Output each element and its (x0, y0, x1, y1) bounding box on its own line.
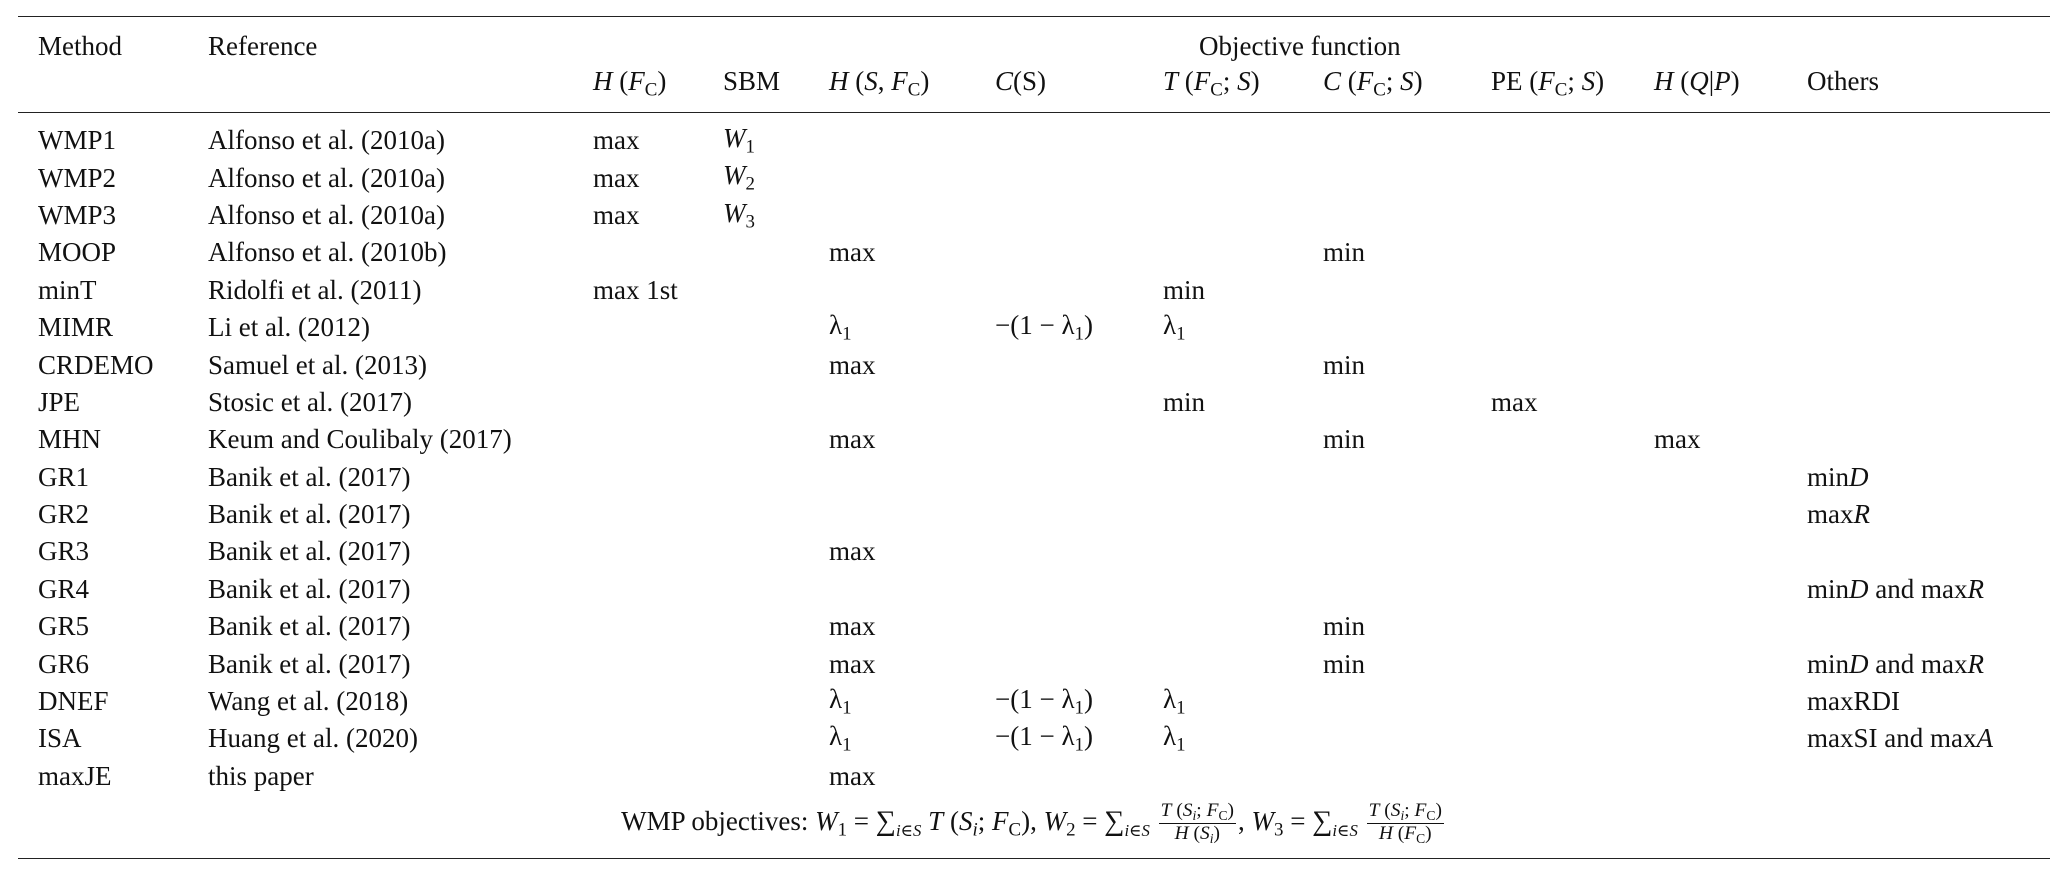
cell-cfcs (1323, 758, 1491, 795)
cell-tfcs (1163, 122, 1323, 159)
cell-cs (995, 645, 1163, 682)
table-row (0, 608, 2067, 645)
cell-method: GR5 (38, 611, 90, 642)
cell-others: minD and maxR (1807, 573, 1984, 604)
cell-pefcs (1491, 571, 1654, 608)
cell-hqp (1654, 533, 1807, 570)
col-h-s-fc: H (S, $F_C$) (829, 66, 930, 101)
table-row (0, 720, 2067, 757)
cell-reference: Alfonso et al. (2010a) (208, 162, 445, 193)
cell-hfc (593, 234, 723, 271)
cell-method: GR3 (38, 536, 90, 567)
cell-others (1807, 608, 2067, 645)
cell-hqp (1654, 683, 1807, 720)
cell-method: MIMR (38, 312, 114, 343)
cell-sbm (723, 720, 829, 757)
cell-tfcs: $\lambda_1$ (1163, 309, 1186, 345)
table-row (0, 421, 2067, 458)
cell-others (1807, 234, 2067, 271)
header-row-1 (0, 16, 2067, 64)
cell-hqp (1654, 309, 1807, 346)
cell-others: maxR (1807, 499, 1870, 530)
cell-hfc (593, 384, 723, 421)
cell-reference: Wang et al. (2018) (208, 686, 409, 717)
cell-hfc (593, 346, 723, 383)
cell-hsfc (829, 459, 995, 496)
cell-method: WMP2 (38, 162, 117, 193)
cell-hsfc (829, 159, 995, 196)
cell-method: minT (38, 274, 97, 305)
cell-cs (995, 533, 1163, 570)
cell-hqp (1654, 197, 1807, 234)
cell-hsfc (829, 197, 995, 234)
cell-hsfc: max (829, 424, 876, 455)
cell-reference: Alfonso et al. (2010b) (208, 237, 447, 268)
cell-pefcs (1491, 122, 1654, 159)
cell-method: GR2 (38, 499, 90, 530)
cell-hsfc (829, 384, 995, 421)
cell-reference: this paper (208, 760, 314, 791)
cell-tfcs (1163, 571, 1323, 608)
cell-hsfc: max (829, 237, 876, 268)
cell-hfc (593, 533, 723, 570)
cell-method: MOOP (38, 237, 117, 268)
cell-tfcs: min (1163, 274, 1206, 305)
cell-pefcs (1491, 496, 1654, 533)
cell-method: maxJE (38, 760, 112, 791)
cell-sbm (723, 421, 829, 458)
cell-cfcs (1323, 272, 1491, 309)
cell-hqp (1654, 720, 1807, 757)
cell-reference: Samuel et al. (2013) (208, 349, 427, 380)
cell-hsfc: $\lambda_1$ (829, 721, 852, 756)
cell-hsfc (829, 571, 995, 608)
cell-sbm (723, 683, 829, 720)
cell-reference: Keum and Coulibaly (2017) (208, 424, 512, 455)
cell-cfcs: min (1323, 648, 1366, 679)
cell-pefcs (1491, 272, 1654, 309)
table-row (0, 159, 2067, 196)
cell-hfc (593, 683, 723, 720)
cell-cfcs: min (1323, 349, 1366, 380)
cell-pefcs (1491, 758, 1654, 795)
cell-sbm: $W_1$ (723, 122, 755, 158)
cell-others (1807, 384, 2067, 421)
cell-hfc (593, 496, 723, 533)
cell-tfcs (1163, 421, 1323, 458)
table-row (0, 197, 2067, 234)
cell-method: MHN (38, 424, 102, 455)
table-row (0, 645, 2067, 682)
cell-cfcs: min (1323, 611, 1366, 642)
cell-tfcs (1163, 159, 1323, 196)
cell-hfc (593, 758, 723, 795)
cell-cs (995, 159, 1163, 196)
cell-hfc (593, 459, 723, 496)
cell-cs (995, 459, 1163, 496)
cell-sbm (723, 758, 829, 795)
cell-hsfc: $\lambda_1$ (829, 683, 852, 719)
cell-cfcs (1323, 197, 1491, 234)
cell-hqp (1654, 272, 1807, 309)
cell-tfcs (1163, 197, 1323, 234)
cell-tfcs: $\lambda_1$ (1163, 683, 1186, 719)
cell-sbm (723, 384, 829, 421)
table-row (0, 384, 2067, 421)
cell-reference: Ridolfi et al. (2011) (208, 274, 422, 305)
cell-others (1807, 197, 2067, 234)
cell-cs (995, 122, 1163, 159)
cell-others (1807, 122, 2067, 159)
cell-hqp (1654, 384, 1807, 421)
cell-tfcs (1163, 645, 1323, 682)
cell-reference: Li et al. (2012) (208, 312, 370, 343)
cell-hsfc (829, 122, 995, 159)
cell-hsfc: max (829, 349, 876, 380)
cell-pefcs (1491, 533, 1654, 570)
cell-sbm (723, 346, 829, 383)
cell-pefcs (1491, 197, 1654, 234)
cell-cfcs (1323, 533, 1491, 570)
cell-tfcs (1163, 758, 1323, 795)
cell-cfcs (1323, 720, 1491, 757)
cell-cfcs: min (1323, 237, 1366, 268)
cell-reference: Banik et al. (2017) (208, 573, 411, 604)
cell-sbm (723, 234, 829, 271)
cell-cfcs (1323, 159, 1491, 196)
cell-hfc (593, 421, 723, 458)
cell-tfcs (1163, 496, 1323, 533)
col-others: Others (1807, 66, 1879, 96)
cell-cs (995, 384, 1163, 421)
cell-cfcs (1323, 571, 1491, 608)
cell-cfcs: min (1323, 424, 1366, 455)
cell-cs (995, 346, 1163, 383)
cell-hfc: max (593, 162, 640, 193)
cell-hqp (1654, 571, 1807, 608)
cell-hfc (593, 720, 723, 757)
cell-others: minD and maxR (1807, 648, 1984, 679)
cell-reference: Banik et al. (2017) (208, 499, 411, 530)
cell-reference: Banik et al. (2017) (208, 536, 411, 567)
cell-pefcs (1491, 309, 1654, 346)
cell-hfc: max (593, 199, 640, 230)
cell-cs: $-(1 - \lambda_1)$ (995, 721, 1093, 756)
objective-function-header: Objective function (1199, 31, 1401, 61)
cell-hqp (1654, 608, 1807, 645)
cell-sbm: $W_3$ (723, 197, 755, 233)
cell-cs (995, 758, 1163, 795)
cell-sbm (723, 571, 829, 608)
table-row (0, 309, 2067, 346)
cell-cs: $-(1 - \lambda_1)$ (995, 309, 1093, 345)
header-row-2 (0, 64, 2067, 114)
cell-reference: Banik et al. (2017) (208, 611, 411, 642)
cell-tfcs (1163, 346, 1323, 383)
cell-others: maxRDI (1807, 686, 1900, 717)
table-row (0, 683, 2067, 720)
cell-others (1807, 309, 2067, 346)
cell-cs (995, 234, 1163, 271)
cell-hqp (1654, 758, 1807, 795)
table-row (0, 122, 2067, 159)
cell-cfcs (1323, 683, 1491, 720)
cell-tfcs: $\lambda_1$ (1163, 721, 1186, 756)
reference-header: Reference (208, 31, 318, 61)
footnote-row (0, 795, 2067, 851)
cell-hqp (1654, 496, 1807, 533)
cell-pefcs (1491, 234, 1654, 271)
cell-hsfc (829, 496, 995, 533)
cell-sbm (723, 533, 829, 570)
cell-others (1807, 421, 2067, 458)
cell-cs (995, 608, 1163, 645)
cell-hqp (1654, 234, 1807, 271)
cell-cfcs (1323, 122, 1491, 159)
cell-others (1807, 758, 2067, 795)
table-row (0, 758, 2067, 795)
cell-cs (995, 421, 1163, 458)
cell-pefcs (1491, 683, 1654, 720)
table-row (0, 533, 2067, 570)
cell-pefcs: max (1491, 386, 1538, 417)
cell-hsfc: $\lambda_1$ (829, 309, 852, 345)
cell-others (1807, 159, 2067, 196)
cell-sbm: $W_2$ (723, 160, 755, 195)
col-sbm: SBM (723, 66, 781, 96)
cell-reference: Banik et al. (2017) (208, 461, 411, 492)
cell-hfc (593, 645, 723, 682)
cell-reference: Alfonso et al. (2010a) (208, 199, 445, 230)
col-h-fc: H $(F_C)$ (593, 66, 667, 101)
cell-pefcs (1491, 421, 1654, 458)
cell-sbm (723, 459, 829, 496)
cell-cfcs (1323, 309, 1491, 346)
cell-hsfc: max (829, 760, 876, 791)
col-c-s: C(S) (995, 66, 1047, 96)
cell-method: JPE (38, 386, 81, 417)
table-row (0, 459, 2067, 496)
cell-sbm (723, 645, 829, 682)
cell-tfcs (1163, 608, 1323, 645)
table-row (0, 234, 2067, 271)
cell-hsfc: max (829, 611, 876, 642)
cell-others: minD (1807, 461, 1869, 492)
cell-hfc (593, 571, 723, 608)
cell-cs (995, 272, 1163, 309)
cell-cs (995, 571, 1163, 608)
cell-hfc (593, 309, 723, 346)
cell-cs: $-(1 - \lambda_1)$ (995, 683, 1093, 719)
cell-others (1807, 272, 2067, 309)
cell-others (1807, 533, 2067, 570)
cell-method: WMP3 (38, 199, 117, 230)
cell-others: maxSI and maxA (1807, 723, 1993, 754)
cell-pefcs (1491, 720, 1654, 757)
cell-method: DNEF (38, 686, 109, 717)
cell-hsfc: max (829, 536, 876, 567)
cell-reference: Alfonso et al. (2010a) (208, 125, 445, 156)
cell-cfcs (1323, 496, 1491, 533)
cell-cs (995, 496, 1163, 533)
cell-hfc: max 1st (593, 274, 678, 305)
col-t-fc-s: T ($F_C$; S) (1163, 66, 1260, 101)
cell-others (1807, 346, 2067, 383)
cell-method: GR6 (38, 648, 90, 679)
cell-hqp (1654, 346, 1807, 383)
cell-cs (995, 197, 1163, 234)
table-row (0, 272, 2067, 309)
table-row (0, 346, 2067, 383)
table-row (0, 496, 2067, 533)
cell-pefcs (1491, 608, 1654, 645)
objective-function-table (0, 16, 2067, 851)
cell-sbm (723, 496, 829, 533)
cell-reference: Huang et al. (2020) (208, 723, 418, 754)
wmp-objectives-footnote: WMP objectives: $W_1 = \sum_{i\in S}$ T ($S_i$; $F_C$), $W_2 = \sum_{i\in S}$ $\frac{T (S_i; F_C)}{H (S_i)}$ , $W_3 = \sum_{i\in S}$ $\frac{T (S_i; F_C)}{H (F_C)}$ (621, 800, 1442, 847)
table-row (0, 571, 2067, 608)
cell-tfcs (1163, 459, 1323, 496)
cell-cfcs (1323, 384, 1491, 421)
cell-hfc (593, 608, 723, 645)
method-header: Method (38, 31, 122, 61)
cell-tfcs (1163, 234, 1323, 271)
cell-cfcs (1323, 459, 1491, 496)
cell-pefcs (1491, 645, 1654, 682)
cell-hqp (1654, 459, 1807, 496)
cell-reference: Banik et al. (2017) (208, 648, 411, 679)
cell-hsfc: max (829, 648, 876, 679)
cell-method: ISA (38, 723, 82, 754)
cell-tfcs: min (1163, 386, 1206, 417)
cell-hfc: max (593, 125, 640, 156)
cell-sbm (723, 309, 829, 346)
col-c-fc-s: C ($F_C$; S) (1323, 66, 1423, 101)
cell-method: GR4 (38, 573, 90, 604)
cell-method: GR1 (38, 461, 90, 492)
bottom-rule (18, 858, 2050, 859)
cell-hqp (1654, 159, 1807, 196)
col-h-q-p: H (Q|P) (1654, 66, 1740, 96)
cell-sbm (723, 272, 829, 309)
cell-sbm (723, 608, 829, 645)
cell-hqp (1654, 645, 1807, 682)
cell-tfcs (1163, 533, 1323, 570)
cell-hqp: max (1654, 424, 1701, 455)
cell-hsfc (829, 272, 995, 309)
cell-reference: Stosic et al. (2017) (208, 386, 412, 417)
cell-method: WMP1 (38, 125, 117, 156)
cell-pefcs (1491, 346, 1654, 383)
cell-hqp (1654, 122, 1807, 159)
cell-pefcs (1491, 459, 1654, 496)
col-pe-fc-s: PE ($F_C$; S) (1491, 66, 1605, 101)
cell-pefcs (1491, 159, 1654, 196)
cell-method: CRDEMO (38, 349, 154, 380)
